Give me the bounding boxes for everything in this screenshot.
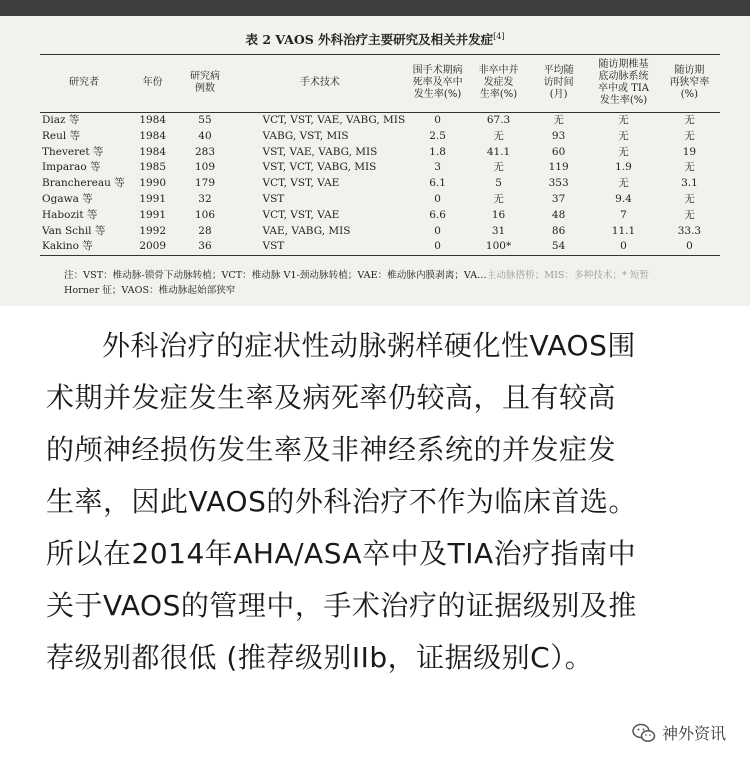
- table-cell: 无: [618, 145, 629, 158]
- table-cell: 32: [198, 192, 212, 205]
- table-cell: 33.3: [677, 224, 702, 237]
- table-cell: 无: [493, 161, 504, 174]
- table-cell: 179: [194, 177, 215, 190]
- table-cell: Branchereau 等: [42, 177, 125, 190]
- article-paragraph: [46, 320, 730, 684]
- table-cell: 6.1: [429, 177, 446, 190]
- table-cell: 无: [493, 129, 504, 142]
- table-row: [40, 145, 720, 161]
- paragraph-line-text: 的颅神经损伤发生率及非神经系统的并发症发: [46, 433, 617, 466]
- table-cell: 37: [551, 192, 566, 205]
- table-cell: 无: [618, 177, 629, 190]
- column-header-line: 死率及卒中: [412, 77, 463, 88]
- table-cell: VCT, VST, VAE: [262, 177, 340, 190]
- table-cell: 100*: [468, 239, 529, 255]
- study-table: [40, 54, 720, 256]
- table-cell: Imparao 等: [42, 161, 101, 174]
- table-cell: 0: [434, 224, 441, 237]
- table-cell: 1984: [139, 114, 167, 126]
- column-header-line: (月): [549, 89, 568, 100]
- table-caption-text: 表 2 VAOS 外科治疗主要研究及相关并发症: [245, 32, 494, 47]
- table-cell: 无: [493, 192, 504, 205]
- table-cell: 19: [682, 145, 697, 158]
- table-cell: 36: [177, 239, 232, 255]
- top-bar: [0, 0, 750, 16]
- table-cell: 无: [684, 161, 695, 174]
- table-cell: 28: [198, 224, 212, 237]
- table-cell: 0: [659, 239, 720, 255]
- paragraph-line-text: 所以在2014年AHA/ASA卒中及TIA治疗指南中: [46, 537, 637, 570]
- table-cell: VAE, VABG, MIS: [262, 224, 351, 237]
- table-cell: 1990: [139, 177, 167, 190]
- footnote-line-2: Horner 征；VAOS：椎动脉起始部狭窄: [64, 285, 236, 296]
- table-caption-ref: [4]: [493, 31, 505, 41]
- scanned-table-image: [0, 16, 750, 306]
- table-cell: 无: [553, 114, 564, 126]
- table-cell: 41.1: [486, 145, 511, 158]
- table-row: [40, 239, 720, 255]
- column-header-0: [40, 55, 128, 113]
- column-header-line: (%): [680, 89, 699, 100]
- table-cell: 7: [620, 208, 627, 221]
- table-cell: 55: [198, 114, 212, 126]
- table-cell: Reul 等: [42, 129, 81, 142]
- table-cell: VST: [262, 192, 285, 205]
- table-cell: 6.6: [429, 208, 446, 221]
- column-header-7: [588, 55, 659, 113]
- table-row: [40, 208, 720, 224]
- table-cell: VABG, VST, MIS: [262, 129, 349, 142]
- paragraph-line: [46, 632, 730, 684]
- table-cell: Kakino 等: [40, 239, 128, 255]
- table-cell: 16: [491, 208, 506, 221]
- table-cell: 1.8: [429, 145, 446, 158]
- table-row: [40, 176, 720, 192]
- table-cell: 106: [194, 208, 215, 221]
- table-row: [40, 224, 720, 240]
- footnote-watermark-segment: 主动脉搭桥；MIS：多种技术；* 短暂: [486, 270, 650, 281]
- column-header-line: 底动脉系统: [598, 71, 649, 82]
- paragraph-line: [46, 476, 730, 528]
- table-cell: 无: [684, 192, 695, 205]
- table-cell: 0: [588, 239, 659, 255]
- table-cell: Theveret 等: [42, 145, 104, 158]
- table-cell: 9.4: [615, 192, 632, 205]
- table-cell: 283: [194, 145, 215, 158]
- table-cell: 353: [548, 177, 569, 190]
- wechat-icon: [632, 722, 656, 744]
- table-cell: 无: [618, 129, 629, 142]
- brand-name: 神外资讯: [661, 724, 726, 743]
- table-caption: [0, 30, 750, 48]
- table-body: [40, 113, 720, 256]
- table-cell: VCT, VST, VAE: [262, 208, 340, 221]
- column-header-line: 围手术期病: [412, 65, 463, 76]
- table-cell: 无: [684, 129, 695, 142]
- paragraph-line-text: 生率，因此VAOS的外科治疗不作为临床首选。: [46, 485, 637, 518]
- table-cell: VST, VAE, VABG, MIS: [262, 145, 378, 158]
- column-header-line: 发症发: [483, 77, 514, 88]
- table-cell: 67.3: [486, 114, 511, 126]
- table-cell: 48: [551, 208, 566, 221]
- table-cell: 1.9: [615, 161, 632, 174]
- table-cell: 无: [684, 114, 695, 126]
- paragraph-line: [46, 424, 730, 476]
- column-header-line: 平均随: [543, 65, 574, 76]
- table-cell: 1991: [139, 192, 167, 205]
- table-cell: 2009: [128, 239, 177, 255]
- paragraph-line: [46, 580, 730, 632]
- table-cell: 93: [551, 129, 566, 142]
- table-cell: 1985: [139, 161, 167, 174]
- column-header-8: [659, 55, 720, 113]
- table-cell: Habozit 等: [42, 208, 98, 221]
- table-cell: 3: [434, 161, 441, 174]
- table-cell: 109: [194, 161, 215, 174]
- table-cell: 1991: [139, 208, 167, 221]
- column-header-line: 手术技术: [299, 77, 340, 88]
- table-cell: VCT, VST, VAE, VABG, MIS: [262, 114, 406, 126]
- column-header-line: 生率(%): [479, 89, 518, 100]
- column-header-2: [177, 55, 232, 113]
- table-cell: 无: [684, 208, 695, 221]
- table-cell: 40: [198, 129, 212, 142]
- column-header-line: 随访期椎基: [598, 59, 649, 70]
- table-cell: 1992: [139, 224, 167, 237]
- table-cell: 119: [548, 161, 569, 174]
- paragraph-line: [46, 320, 730, 372]
- column-header-line: 卒中或 TIA: [597, 83, 649, 94]
- table-cell: 54: [529, 239, 588, 255]
- table-cell: 3.1: [681, 177, 698, 190]
- column-header-line: 例数: [194, 83, 215, 94]
- table-cell: 2.5: [429, 129, 446, 142]
- table-cell: 60: [551, 145, 566, 158]
- table-cell: 0: [434, 192, 441, 205]
- table-row: [40, 160, 720, 176]
- table-row: [40, 113, 720, 129]
- brand-watermark: [632, 721, 726, 744]
- table-cell: Diaz 等: [42, 114, 80, 126]
- column-header-line: 研究病: [189, 71, 220, 82]
- table-cell: VST: [233, 239, 408, 255]
- column-header-6: [529, 55, 588, 113]
- paragraph-line-text: 术期并发症发生率及病死率仍较高，且有较高: [46, 381, 617, 414]
- table-cell: Ogawa 等: [42, 192, 93, 205]
- table-cell: VST, VCT, VABG, MIS: [262, 161, 377, 174]
- paragraph-line: [46, 528, 730, 580]
- paragraph-line: [46, 372, 730, 424]
- table-cell: 无: [618, 114, 629, 126]
- table-cell: 11.1: [611, 224, 636, 237]
- table-cell: 0: [434, 114, 441, 126]
- table-cell: 31: [491, 224, 506, 237]
- table-footnote: [64, 268, 724, 298]
- table-cell: 86: [551, 224, 566, 237]
- table-cell: 1984: [139, 145, 167, 158]
- table-cell: 0: [407, 239, 468, 255]
- paragraph-line-text: 关于VAOS的管理中，手术治疗的证据级别及推: [46, 589, 637, 622]
- table-cell: Van Schil 等: [42, 224, 106, 237]
- table-header-row: [40, 55, 720, 113]
- column-header-line: 发生率(%): [413, 89, 462, 100]
- column-header-5: [468, 55, 529, 113]
- paragraph-line-text: 荐级别都很低 (推荐级别IIb，证据级别C）。: [46, 641, 594, 674]
- column-header-line: 年份: [142, 77, 163, 88]
- column-header-line: 非卒中并: [478, 65, 519, 76]
- column-header-4: [407, 55, 468, 113]
- paragraph-line-text: 外科治疗的症状性动脉粥样硬化性VAOS围: [102, 329, 636, 362]
- column-header-line: 访时间: [543, 77, 574, 88]
- table-row: [40, 129, 720, 145]
- column-header-line: 研究者: [68, 77, 99, 88]
- table-row: [40, 192, 720, 208]
- table-cell: 5: [495, 177, 502, 190]
- column-header-line: 发生率(%): [599, 95, 648, 106]
- column-header-line: 随访期: [674, 65, 705, 76]
- table-cell: 1984: [139, 129, 167, 142]
- column-header-3: [233, 55, 408, 113]
- footnote-line-1: 注：VST：椎动脉-锁骨下动脉转植；VCT：椎动脉 V1-颈动脉转植；VAE：椎动脉内膜剥离；VA…: [64, 270, 487, 281]
- column-header-1: [128, 55, 177, 113]
- column-header-line: 再狭窄率: [669, 77, 710, 88]
